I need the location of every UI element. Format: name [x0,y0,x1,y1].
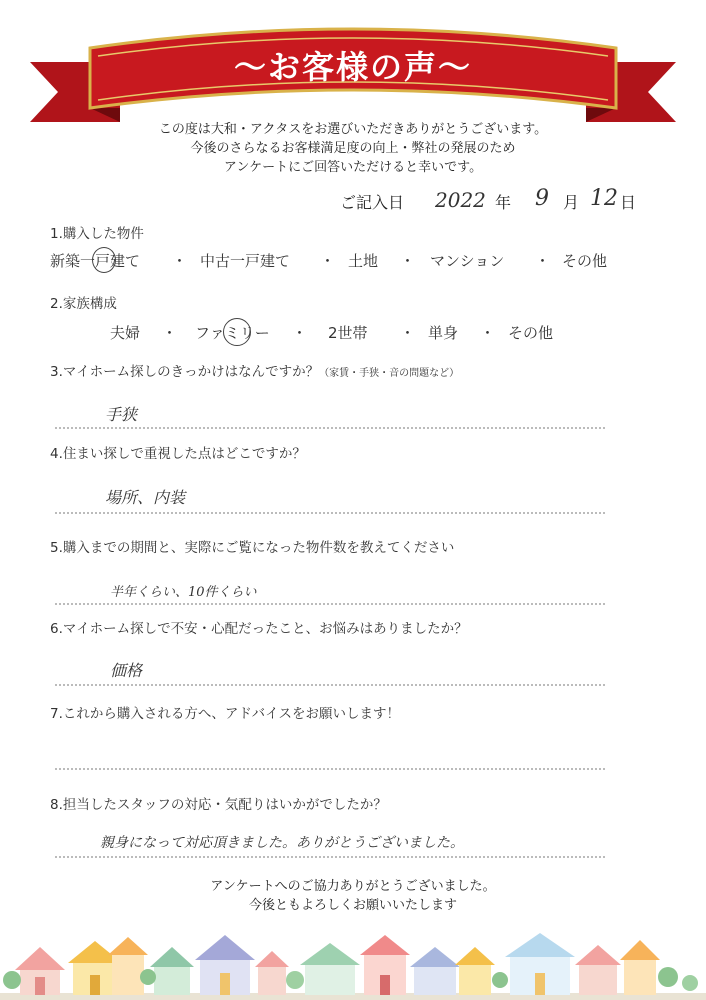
house-icon [575,945,621,995]
question-8-answer: 親身になって対応頂きました。ありがとうございました。 [100,835,464,851]
option-couple: 夫婦 [110,324,141,342]
answer-line [55,684,605,686]
option-other: その他 [508,324,554,342]
question-3 [50,360,459,380]
intro-line: 今後のさらなるお客様満足度の向上・弊社の発展のため [190,141,516,156]
house-icon [255,951,289,995]
option-other: その他 [562,252,608,270]
house-icon [195,935,255,995]
closing-line: 今後ともよろしくお願いいたします [248,898,457,913]
question-4-label: 4.住まい探しで重視した点はどこですか？ [50,446,306,462]
closing-text [100,877,606,915]
house-icon [108,937,148,995]
question-5-label: 5.購入までの期間と、実際にご覧になった物件数を教えてください [50,540,455,556]
question-3-answer: 手狭 [105,405,138,424]
option-used-house: 中古一戸建て [200,252,291,270]
option-family: ファミリー [195,324,270,342]
date-year: 2022 [435,188,486,212]
house-icon [300,943,360,995]
house-icon [455,947,495,995]
option-separator: ・ [400,252,416,270]
answer-line [55,856,605,858]
answer-line [55,427,605,429]
house-icon [150,947,194,995]
intro-text [100,120,606,177]
option-separator: ・ [480,324,496,342]
option-separator: ・ [172,252,188,270]
question-7-label: 7.これから購入される方へ、アドバイスをお願いします！ [50,706,400,722]
answer-line [55,603,605,605]
date-month: 9 [535,186,549,211]
date-row [340,186,670,220]
date-label: ご記入日 [340,193,405,212]
closing-line: アンケートへのご協力ありがとうございました。 [210,879,496,894]
option-separator: ・ [400,324,416,342]
house-icon [505,933,575,995]
banner-title: 〜お客様の声〜 [233,48,472,86]
selection-circle [92,247,116,273]
date-day-unit: 日 [620,193,637,212]
house-icon [15,947,65,995]
option-single: 単身 [428,324,459,342]
answer-line [55,512,605,514]
houses-illustration [0,925,706,1000]
question-3-note: （家賃・手狭・音の問題など） [319,368,460,379]
intro-line: この度は大和・アクタスをお選びいただきありがとうございます。 [158,122,548,137]
house-icon [620,940,660,995]
question-4-answer: 場所、内装 [105,488,186,507]
date-year-unit: 年 [495,193,512,212]
option-separator: ・ [162,324,178,342]
question-6-label: 6.マイホーム探しで不安・心配だったこと、お悩みはありましたか？ [50,621,468,637]
option-two-generation: 2世帯 [328,324,368,342]
option-land: 土地 [348,252,379,270]
selection-circle [223,318,251,346]
option-new-house: 新築一戸建て [50,252,141,270]
question-2-options [110,322,610,344]
house-icon [360,935,410,995]
question-1-label: 1.購入した物件 [50,226,144,242]
question-6-answer: 価格 [110,661,143,680]
question-3-label: 3.マイホーム探しのきっかけはなんですか？ [50,364,320,380]
option-separator: ・ [320,252,336,270]
answer-line [55,768,605,770]
option-separator: ・ [292,324,308,342]
date-month-unit: 月 [563,193,580,212]
intro-line: アンケートにご回答いただけると幸いです。 [223,160,483,175]
question-8-label: 8.担当したスタッフの対応・気配りはいかがでしたか？ [50,797,387,813]
date-day: 12 [590,186,618,211]
house-icon [410,947,460,995]
question-2-label: 2.家族構成 [50,296,117,312]
question-5-answer: 半年くらい、10件くらい [110,585,257,600]
option-mansion: マンション [430,252,505,270]
option-separator: ・ [535,252,551,270]
question-1-options [50,250,650,272]
